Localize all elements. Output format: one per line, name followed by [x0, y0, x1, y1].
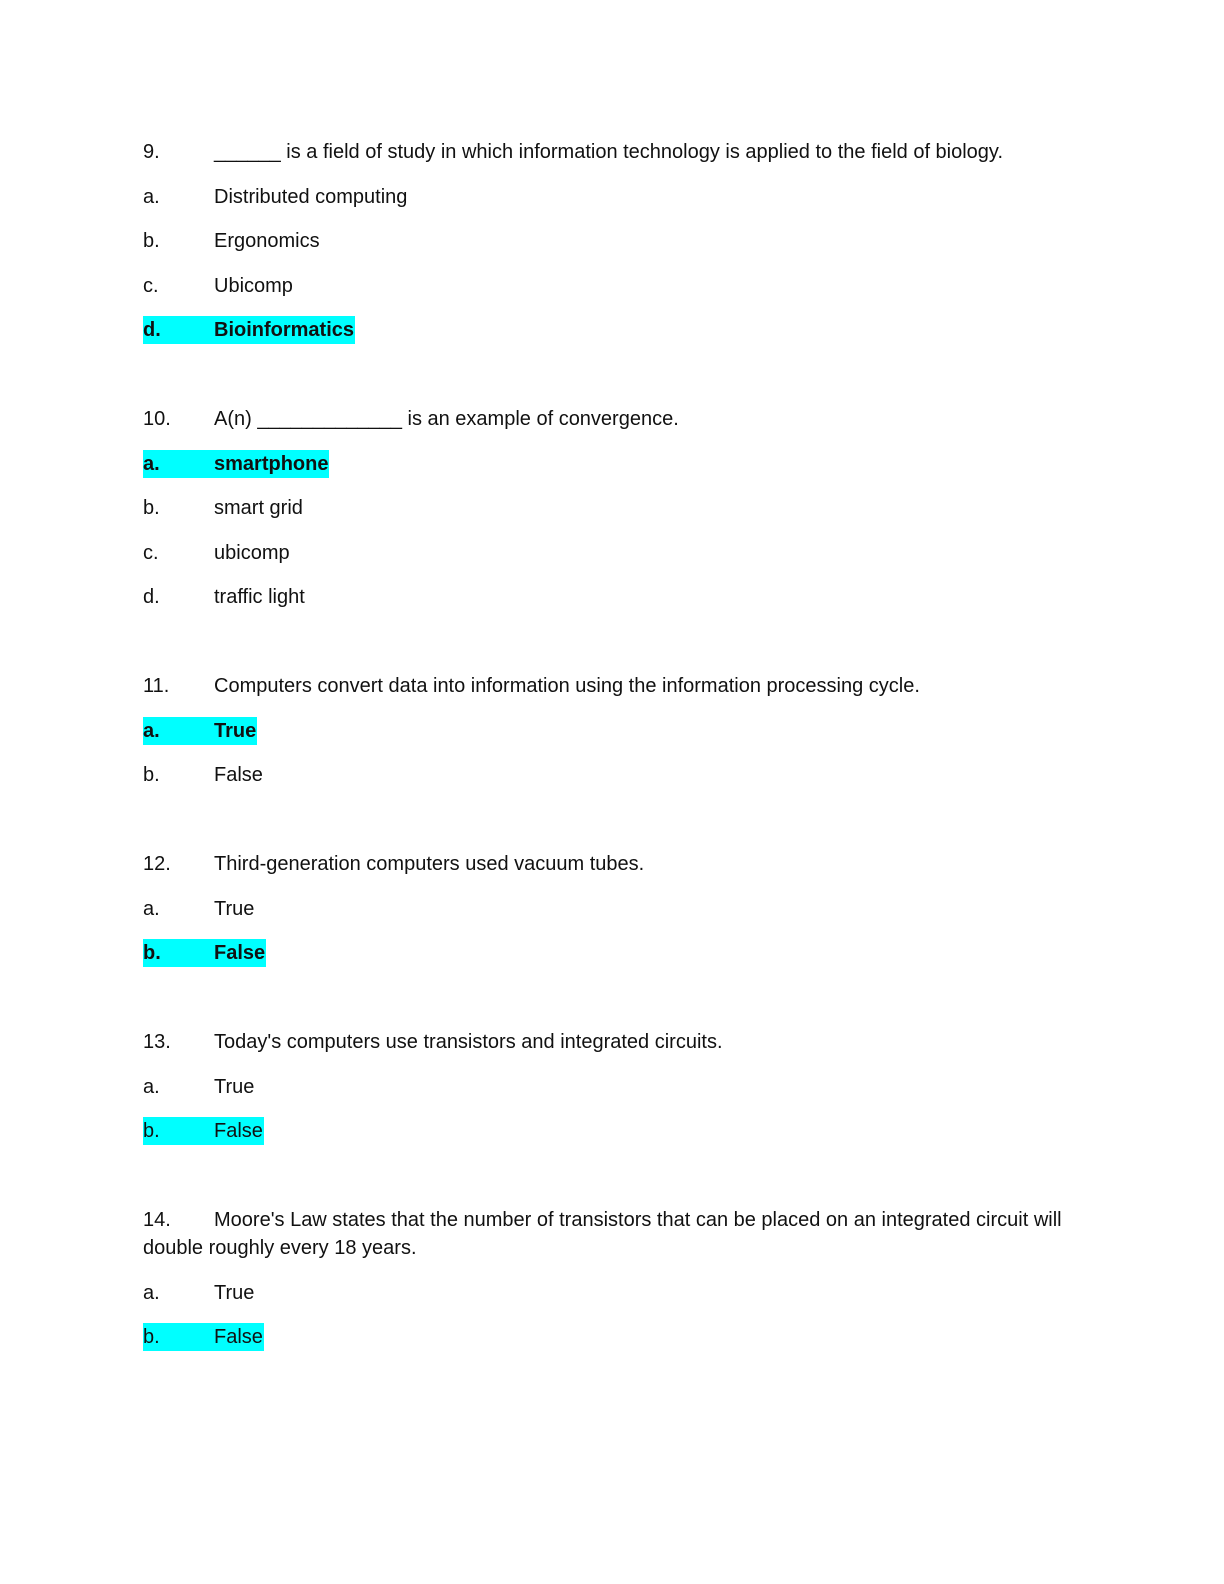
option-letter: c. — [143, 541, 159, 564]
question-text: Third-generation computers used vacuum tubes. — [214, 853, 645, 875]
option-letter: b. — [143, 764, 160, 786]
option-text: True — [214, 897, 255, 920]
option-text: True — [214, 719, 257, 742]
question-number: 9. — [143, 141, 160, 163]
question-10 — [143, 405, 1083, 611]
question-text: Computers convert data into information using the information processing cycle. — [214, 675, 920, 697]
option-letter: b. — [143, 1326, 160, 1348]
option-letter: d. — [143, 586, 160, 608]
question-stem — [143, 850, 1083, 878]
option-b-correct — [143, 939, 1083, 967]
option-text: Ergonomics — [214, 230, 320, 252]
question-number: 11. — [143, 675, 170, 697]
question-text: Moore's Law states that the number of transistors that can be placed on an integrated circuit will double roughly every 18 years. — [143, 1209, 1062, 1259]
option-letter: d. — [143, 319, 161, 341]
option-letter: b. — [143, 497, 160, 519]
option-text: ubicomp — [214, 541, 290, 564]
option-text: False — [214, 942, 266, 964]
option-text: Ubicomp — [214, 274, 293, 297]
question-9 — [143, 138, 1083, 344]
option-a-correct — [143, 717, 1083, 745]
option-a — [143, 1279, 1083, 1307]
option-a — [143, 183, 1083, 211]
option-a — [143, 1073, 1083, 1101]
option-b — [143, 761, 1083, 789]
question-13 — [143, 1028, 1083, 1145]
option-c — [143, 539, 1083, 567]
option-letter: a. — [143, 897, 160, 920]
option-text: True — [214, 1075, 255, 1098]
option-text: False — [214, 1326, 263, 1348]
option-text: True — [214, 1281, 255, 1304]
option-letter: a. — [143, 719, 160, 742]
option-letter: c. — [143, 274, 159, 297]
option-text: Bioinformatics — [214, 319, 355, 341]
option-d — [143, 583, 1083, 611]
option-letter: a. — [143, 185, 160, 208]
option-c — [143, 272, 1083, 300]
option-letter: a. — [143, 1281, 160, 1304]
question-text: ______ is a field of study in which information technology is applied to the field of biology. — [214, 141, 1004, 163]
question-stem — [143, 138, 1083, 166]
option-a — [143, 895, 1083, 923]
option-letter: a. — [143, 452, 160, 475]
question-number: 14. — [143, 1209, 171, 1231]
question-stem — [143, 405, 1083, 433]
question-stem — [143, 672, 1083, 700]
question-11 — [143, 672, 1083, 789]
option-letter: b. — [143, 942, 161, 964]
option-text: traffic light — [214, 586, 305, 608]
question-stem — [143, 1206, 1083, 1262]
option-text: False — [214, 764, 263, 786]
question-number: 12. — [143, 853, 171, 875]
option-letter: a. — [143, 1075, 160, 1098]
option-a-correct — [143, 450, 1083, 478]
option-b — [143, 494, 1083, 522]
option-b-correct — [143, 1323, 1083, 1351]
option-text: Distributed computing — [214, 185, 408, 208]
option-text: smart grid — [214, 497, 303, 519]
option-b — [143, 227, 1083, 255]
question-stem — [143, 1028, 1083, 1056]
option-b-correct — [143, 1117, 1083, 1145]
option-text: False — [214, 1120, 263, 1142]
question-number: 10. — [143, 408, 171, 430]
option-text: smartphone — [214, 452, 329, 475]
option-d-correct — [143, 316, 1083, 344]
question-12 — [143, 850, 1083, 967]
option-letter: b. — [143, 1120, 160, 1142]
option-letter: b. — [143, 230, 160, 252]
question-14 — [143, 1206, 1083, 1351]
question-text: A(n) _____________ is an example of convergence. — [214, 408, 679, 430]
question-text: Today's computers use transistors and integrated circuits. — [214, 1031, 723, 1053]
document-page — [143, 138, 1083, 1368]
question-number: 13. — [143, 1031, 171, 1053]
